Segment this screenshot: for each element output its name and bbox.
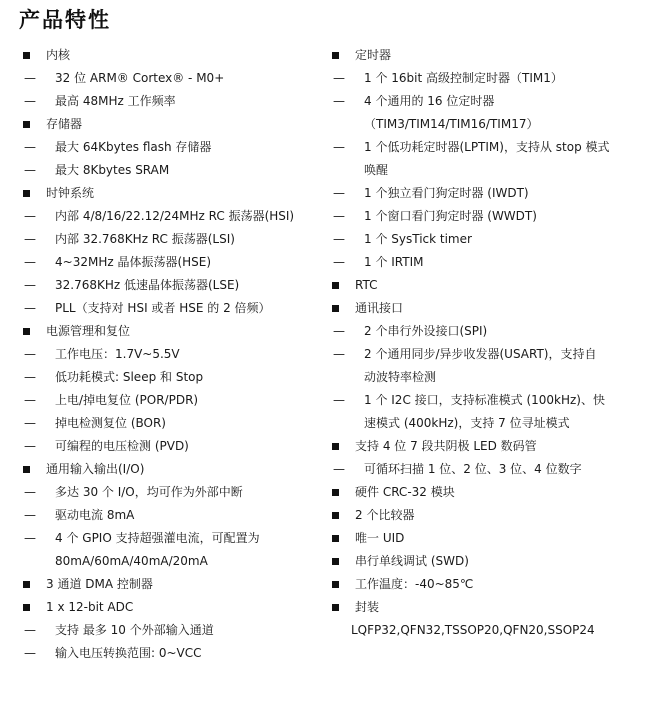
list-item xyxy=(22,90,312,113)
section-dma xyxy=(22,573,312,596)
dash-icon: — xyxy=(333,232,345,246)
item-text: 输入电压转换范围: 0~VCC xyxy=(55,646,202,660)
bullet-icon xyxy=(23,52,30,59)
item-text: 1 个 I2C 接口，支持标准模式 (100kHz)、快 xyxy=(364,393,605,407)
item-text: 低功耗模式: Sleep 和 Stop xyxy=(55,370,204,384)
item-text: 1 个独立看门狗定时器 (IWDT) xyxy=(364,186,529,200)
section-led xyxy=(331,435,631,458)
section-title: 通讯接口 xyxy=(355,301,404,315)
dash-icon: — xyxy=(333,255,345,269)
dash-icon: — xyxy=(24,370,36,384)
section-title: 内核 xyxy=(46,48,71,62)
section-title: 硬件 CRC-32 模块 xyxy=(355,485,455,499)
section-timer xyxy=(331,44,631,67)
left-column xyxy=(22,44,312,665)
list-item xyxy=(331,389,631,412)
list-item xyxy=(22,67,312,90)
item-continuation: （TIM3/TIM14/TIM16/TIM17） xyxy=(364,117,539,131)
section-memory xyxy=(22,113,312,136)
section-title: 封装 xyxy=(355,600,380,614)
list-item xyxy=(22,389,312,412)
dash-icon: — xyxy=(24,278,36,292)
dash-icon: — xyxy=(24,508,36,522)
dash-icon: — xyxy=(24,71,36,85)
section-title: 电源管理和复位 xyxy=(46,324,131,338)
item-text: 最大 8Kbytes SRAM xyxy=(55,163,170,177)
list-item xyxy=(331,343,631,366)
list-item xyxy=(22,642,312,665)
list-item xyxy=(331,205,631,228)
list-item xyxy=(331,136,631,159)
section-core xyxy=(22,44,312,67)
list-item xyxy=(331,228,631,251)
package-list: LQFP32,QFN32,TSSOP20,QFN20,SSOP24 xyxy=(351,623,595,637)
bullet-icon xyxy=(23,190,30,197)
list-item xyxy=(22,228,312,251)
dash-icon: — xyxy=(24,255,36,269)
bullet-icon xyxy=(23,604,30,611)
dash-icon: — xyxy=(24,531,36,545)
bullet-icon xyxy=(332,282,339,289)
dash-icon: — xyxy=(24,393,36,407)
section-uid xyxy=(331,527,631,550)
item-continuation: 速模式 (400kHz)，支持 7 位寻址模式 xyxy=(364,416,570,430)
section-title: 通用输入输出(I/O) xyxy=(46,462,145,476)
list-item xyxy=(22,274,312,297)
section-title: 3 通道 DMA 控制器 xyxy=(46,577,153,591)
item-text: 可编程的电压检测 (PVD) xyxy=(55,439,189,453)
item-text: 支持 最多 10 个外部输入通道 xyxy=(55,623,214,637)
section-title: 时钟系统 xyxy=(46,186,95,200)
list-item xyxy=(331,67,631,90)
item-text: 上电/掉电复位 (POR/PDR) xyxy=(55,393,199,407)
item-continuation: 唤醒 xyxy=(364,163,389,177)
section-rtc xyxy=(331,274,631,297)
item-text: 掉电检测复位 (BOR) xyxy=(55,416,166,430)
list-item xyxy=(22,366,312,389)
section-temperature xyxy=(331,573,631,596)
item-text: 可循环扫描 1 位、2 位、3 位、4 位数字 xyxy=(364,462,582,476)
section-title: 定时器 xyxy=(355,48,392,62)
dash-icon: — xyxy=(333,462,345,476)
dash-icon: — xyxy=(333,324,345,338)
dash-icon: — xyxy=(24,209,36,223)
bullet-icon xyxy=(23,121,30,128)
section-comparator xyxy=(331,504,631,527)
dash-icon: — xyxy=(24,140,36,154)
item-text: 1 个 16bit 高级控制定时器（TIM1） xyxy=(364,71,563,85)
list-item xyxy=(22,412,312,435)
section-title: 支持 4 位 7 段共阴极 LED 数码管 xyxy=(355,439,537,453)
item-text: 最大 64Kbytes flash 存储器 xyxy=(55,140,212,154)
bullet-icon xyxy=(332,443,339,450)
bullet-icon xyxy=(332,512,339,519)
list-item xyxy=(22,136,312,159)
list-item xyxy=(22,251,312,274)
dash-icon: — xyxy=(24,301,36,315)
dash-icon: — xyxy=(333,393,345,407)
dash-icon: — xyxy=(24,94,36,108)
item-text: PLL（支持对 HSI 或者 HSE 的 2 倍频） xyxy=(55,301,271,315)
section-adc xyxy=(22,596,312,619)
dash-icon: — xyxy=(24,623,36,637)
item-text: 32.768KHz 低速晶体振荡器(LSE) xyxy=(55,278,240,292)
item-text: 4 个 GPIO 支持超强灌电流，可配置为 xyxy=(55,531,260,545)
list-item xyxy=(331,90,631,113)
list-item xyxy=(22,435,312,458)
item-continuation: 80mA/60mA/40mA/20mA xyxy=(55,554,208,568)
item-text: 4 个通用的 16 位定时器 xyxy=(364,94,495,108)
bullet-icon xyxy=(332,305,339,312)
item-text: 内部 4/8/16/22.12/24MHz RC 振荡器(HSI) xyxy=(55,209,295,223)
item-text: 最高 48MHz 工作频率 xyxy=(55,94,176,108)
list-item xyxy=(22,343,312,366)
page-title: 产品特性 xyxy=(19,8,111,32)
item-text: 内部 32.768KHz RC 振荡器(LSI) xyxy=(55,232,235,246)
dash-icon: — xyxy=(24,646,36,660)
list-item xyxy=(22,297,312,320)
right-column xyxy=(331,44,631,642)
list-item xyxy=(22,619,312,642)
item-continuation: 动波特率检测 xyxy=(364,370,437,384)
dash-icon: — xyxy=(24,439,36,453)
bullet-icon xyxy=(23,581,30,588)
bullet-icon xyxy=(332,535,339,542)
dash-icon: — xyxy=(333,209,345,223)
list-item xyxy=(22,481,312,504)
list-item xyxy=(331,320,631,343)
bullet-icon xyxy=(332,52,339,59)
dash-icon: — xyxy=(333,94,345,108)
section-title: 1 x 12-bit ADC xyxy=(46,600,134,614)
item-text: 1 个 IRTIM xyxy=(364,255,424,269)
section-title: 工作温度：-40~85℃ xyxy=(355,577,474,591)
dash-icon: — xyxy=(333,140,345,154)
bullet-icon xyxy=(332,558,339,565)
item-text: 2 个串行外设接口(SPI) xyxy=(364,324,488,338)
section-package xyxy=(331,596,631,619)
item-text: 多达 30 个 I/O，均可作为外部中断 xyxy=(55,485,243,499)
list-item xyxy=(22,504,312,527)
list-item xyxy=(331,458,631,481)
section-comm xyxy=(331,297,631,320)
section-power xyxy=(22,320,312,343)
list-item xyxy=(22,205,312,228)
dash-icon: — xyxy=(333,71,345,85)
bullet-icon xyxy=(332,581,339,588)
section-title: RTC xyxy=(355,278,378,292)
item-text: 4~32MHz 晶体振荡器(HSE) xyxy=(55,255,212,269)
section-swd xyxy=(331,550,631,573)
item-text: 驱动电流 8mA xyxy=(55,508,135,522)
dash-icon: — xyxy=(333,347,345,361)
dash-icon: — xyxy=(24,163,36,177)
item-text: 1 个 SysTick timer xyxy=(364,232,472,246)
list-item xyxy=(22,527,312,550)
dash-icon: — xyxy=(24,485,36,499)
bullet-icon xyxy=(23,328,30,335)
dash-icon: — xyxy=(24,347,36,361)
list-item xyxy=(331,251,631,274)
section-title: 唯一 UID xyxy=(355,531,405,545)
dash-icon: — xyxy=(24,416,36,430)
section-title: 存储器 xyxy=(46,117,83,131)
bullet-icon xyxy=(332,489,339,496)
dash-icon: — xyxy=(333,186,345,200)
item-text: 32 位 ARM® Cortex® - M0+ xyxy=(55,71,225,85)
list-item xyxy=(331,182,631,205)
item-text: 2 个通用同步/异步收发器(USART)，支持自 xyxy=(364,347,597,361)
item-text: 工作电压：1.7V~5.5V xyxy=(55,347,180,361)
bullet-icon xyxy=(332,604,339,611)
list-item xyxy=(22,159,312,182)
section-clock xyxy=(22,182,312,205)
section-title: 2 个比较器 xyxy=(355,508,415,522)
section-title: 串行单线调试 (SWD) xyxy=(355,554,469,568)
section-crc xyxy=(331,481,631,504)
dash-icon: — xyxy=(24,232,36,246)
item-text: 1 个窗口看门狗定时器 (WWDT) xyxy=(364,209,537,223)
section-gpio xyxy=(22,458,312,481)
item-text: 1 个低功耗定时器(LPTIM)，支持从 stop 模式 xyxy=(364,140,610,154)
bullet-icon xyxy=(23,466,30,473)
